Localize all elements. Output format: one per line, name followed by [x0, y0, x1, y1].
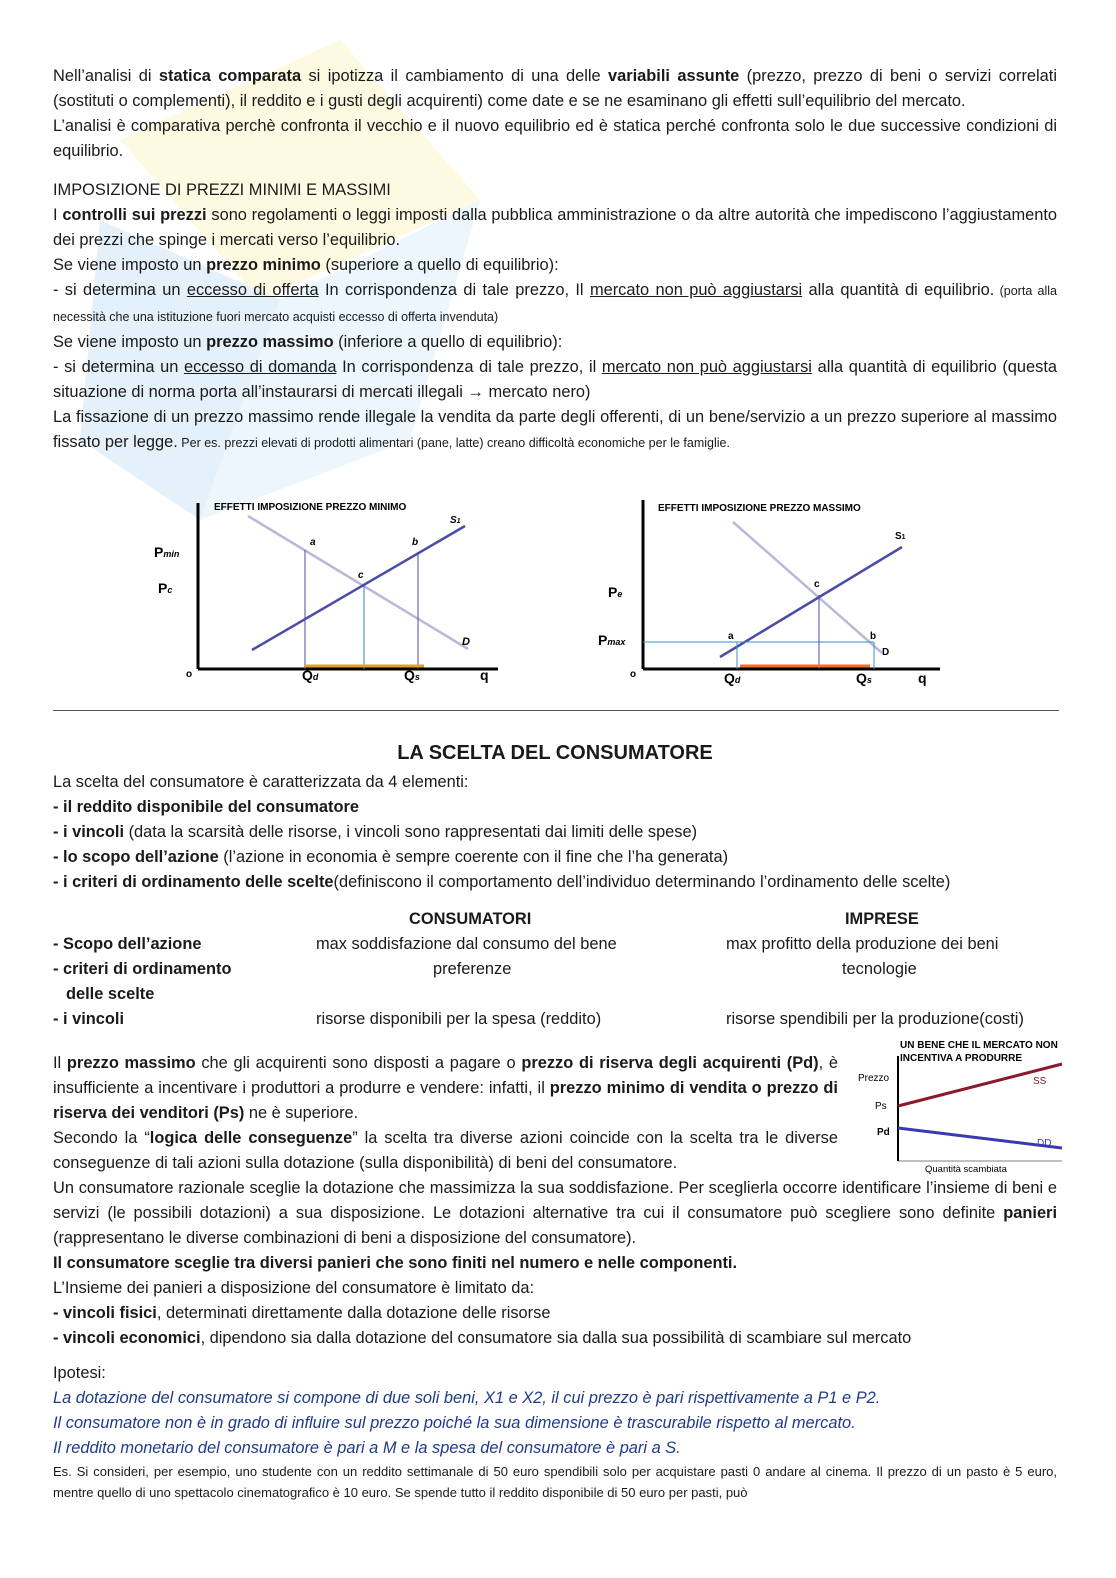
- table-cell: max soddisfazione dal consumo del bene: [316, 935, 617, 953]
- ipotesi-item: Il consumatore non è in grado di influire sul prezzo poiché la sua dimensione è trascurabile rispetto al mercato.: [53, 1414, 856, 1432]
- svg-text:q: q: [480, 667, 489, 683]
- paragraph-panieri-finiti: Il consumatore sceglie tra diversi panieri che sono finiti nel numero e nelle componenti.: [53, 1254, 738, 1272]
- chart-bene-non-incentivato: [850, 1036, 1065, 1176]
- svg-text:SS: SS: [1033, 1076, 1047, 1087]
- paragraph-eccesso-offerta: - si determina un eccesso di offerta In corrispondenza di tale prezzo, Il mercato non può aggiustarsi alla quantità di equilibrio. (porta alla necessità che una istituzione fuori mercato acquisti eccesso di offerta invenduta): [53, 281, 1057, 324]
- table-row-label: - i vincoli: [53, 1010, 125, 1028]
- table-cell: tecnologie: [842, 960, 917, 978]
- table-row-label: - criteri di ordinamento: [53, 960, 232, 978]
- vincolo-item: - vincoli economici, dipendono sia dalla dotazione del consumatore sia dalla sua possibilità di scambiare sul mercato: [53, 1329, 912, 1347]
- svg-text:a: a: [310, 537, 316, 548]
- intro-text: La scelta del consumatore è caratterizzata da 4 elementi:: [53, 773, 469, 791]
- table-cell: risorse disponibili per la spesa (reddito): [316, 1010, 602, 1028]
- chart-prezzo-minimo: [140, 495, 500, 690]
- section-title: LA SCELTA DEL CONSUMATORE: [397, 742, 713, 764]
- svg-text:b: b: [870, 631, 877, 642]
- paragraph-eccesso-domanda: - si determina un eccesso di domanda In corrispondenza di tale prezzo, il mercato non può aggiustarsi alla quantità di equilibrio (questa situazione di norma porta all’instaurarsi di mercati illegali → mercato nero): [53, 358, 1057, 401]
- paragraph-prezzo-minimo: Se viene imposto un prezzo minimo (superiore a quello di equilibrio):: [53, 256, 559, 274]
- svg-text:b: b: [412, 537, 419, 548]
- paragraph-prezzo-riserva: Il prezzo massimo che gli acquirenti sono disposti a pagare o prezzo di riserva degli acquirenti (Pd), è insufficiente a incentivare i produttori a produrre e vendere: infatti, il prezzo minimo di vendita o prezzo di riserva dei venditori (Ps) ne è superiore.: [53, 1054, 838, 1122]
- element-item: - il reddito disponibile del consumatore: [53, 798, 359, 816]
- table-cell: max profitto della produzione dei beni: [726, 935, 999, 953]
- ipotesi-item: La dotazione del consumatore si compone di due soli beni, X1 e X2, il cui prezzo è pari rispettivamente a P1 e P2.: [53, 1389, 881, 1407]
- svg-text:S1: S1: [895, 531, 906, 542]
- heading-prezzi-minimi-massimi: IMPOSIZIONE DI PREZZI MINIMI E MASSIMI: [53, 181, 391, 199]
- svg-text:S1: S1: [450, 515, 461, 526]
- svg-text:Pmin: Pmin: [154, 544, 180, 560]
- paragraph-insieme-panieri: L’Insieme dei panieri a disposizione del consumatore è limitato da:: [53, 1279, 535, 1297]
- table-row-label: - Scopo dell’azione: [53, 935, 202, 953]
- table-row-label-cont: delle scelte: [66, 985, 155, 1003]
- svg-text:DD: DD: [1037, 1138, 1052, 1149]
- svg-text:Qd: Qd: [302, 667, 319, 683]
- demand-curve: [248, 516, 468, 649]
- svg-text:a: a: [728, 631, 734, 642]
- svg-text:Pd: Pd: [877, 1127, 890, 1138]
- svg-text:c: c: [814, 579, 820, 590]
- paragraph-comparativa: L’analisi è comparativa perchè confronta il vecchio e il nuovo equilibrio ed è statica perché confronta solo le due successive condizioni di equilibrio.: [53, 117, 1057, 160]
- paragraph-statica: Nell’analisi di statica comparata si ipotizza il cambiamento di una delle variabili assunte (prezzo, prezzo di beni o servizi correlati (sostituti o complementi), il reddito e i gusti degli acquirenti) come date e se ne esaminano gli effetti sull’equilibrio del mercato.: [53, 67, 1057, 110]
- svg-text:o: o: [186, 669, 193, 680]
- paragraph-fissazione: La fissazione di un prezzo massimo rende illegale la vendita da parte degli offerenti, di un bene/servizio a un prezzo superiore al massimo fissato per legge. Per es. prezzi elevati di prodotti alimentari (pane, latte) creano difficoltà economiche per le famiglie.: [53, 408, 1057, 451]
- svg-text:o: o: [630, 669, 637, 680]
- chart-prezzo-massimo: [590, 495, 950, 690]
- element-item: - i criteri di ordinamento delle scelte(definiscono il comportamento dell’individuo determinando l’ordinamento delle scelte): [53, 873, 951, 891]
- chart-title: EFFETTI IMPOSIZIONE PREZZO MASSIMO: [658, 503, 861, 514]
- svg-text:INCENTIVA A PRODURRE: INCENTIVA A PRODURRE: [900, 1053, 1023, 1064]
- svg-text:Pe: Pe: [608, 584, 623, 600]
- svg-text:Pmax: Pmax: [598, 632, 626, 648]
- element-item: - i vincoli (data la scarsità delle risorse, i vincoli sono rappresentati dai limiti delle spese): [53, 823, 698, 841]
- svg-text:UN BENE CHE IL MERCATO NON: UN BENE CHE IL MERCATO NON: [900, 1040, 1058, 1051]
- paragraph-esempio: Es. Si consideri, per esempio, uno studente con un reddito settimanale di 50 euro spendibili solo per acquistare pasti 0 andare al cinema. Il prezzo di un pasto è 5 euro, mentre quello di uno spettacolo cinematografico è 10 euro. Se spende tutto il reddito disponibile di 50 euro per pasti, può: [53, 1464, 1057, 1500]
- svg-text:Ps: Ps: [875, 1101, 887, 1112]
- svg-text:Prezzo: Prezzo: [858, 1073, 890, 1084]
- section-divider: [53, 710, 1059, 711]
- paragraph-consumatore-razionale: Un consumatore razionale sceglie la dotazione che massimizza la sua soddisfazione. Per sceglierla occorre identificare l’insieme di beni e servizi (le possibili dotazioni) a sua disposizione. Le dotazioni alternative tra cui il consumatore può scegliere sono definite panieri (rappresentano le diverse combinazioni di beni a disposizione del consumatore).: [53, 1179, 1057, 1247]
- table-header-consumatori: CONSUMATORI: [409, 910, 532, 928]
- section-statica-comparata: [53, 64, 1057, 456]
- svg-text:Qd: Qd: [724, 670, 741, 686]
- svg-text:Qs: Qs: [856, 670, 872, 686]
- ipotesi-item: Il reddito monetario del consumatore è pari a M e la spesa del consumatore è pari a S.: [53, 1439, 681, 1457]
- comparison-table: [53, 907, 1057, 1033]
- vincolo-item: - vincoli fisici, determinati direttamente dalla dotazione delle risorse: [53, 1304, 551, 1322]
- demand-curve: [733, 522, 882, 653]
- svg-text:Quantità scambiata: Quantità scambiata: [925, 1164, 1007, 1175]
- paragraph-prezzo-massimo: Se viene imposto un prezzo massimo (inferiore a quello di equilibrio):: [53, 333, 563, 351]
- svg-text:q: q: [918, 670, 927, 686]
- paragraph-logica-conseguenze: Secondo la “logica delle conseguenze” la scelta tra diverse azioni coincide con la scelta tra le diverse conseguenze di tali azioni sulla dotazione (sulla disponibilità) di beni del consumatore.: [53, 1129, 838, 1172]
- supply-curve: [252, 526, 465, 650]
- table-header-imprese: IMPRESE: [845, 910, 919, 928]
- ipotesi-label: Ipotesi:: [53, 1364, 106, 1382]
- svg-text:Pc: Pc: [158, 580, 173, 596]
- svg-text:c: c: [358, 570, 364, 581]
- table-cell: risorse spendibili per la produzione(costi): [726, 1010, 1024, 1028]
- paragraph-controlli: I controlli sui prezzi sono regolamenti o leggi imposti dalla pubblica amministrazione o da altre autorità che impediscono l’aggiustamento dei prezzi che spinge i mercati verso l’equilibrio.: [53, 206, 1058, 249]
- chart-title: EFFETTI IMPOSIZIONE PREZZO MINIMO: [214, 502, 407, 513]
- svg-text:D: D: [462, 636, 470, 648]
- element-item: - lo scopo dell’azione (l’azione in economia è sempre coerente con il fine che l’ha generata): [53, 848, 729, 866]
- svg-text:D: D: [882, 647, 890, 658]
- table-cell: preferenze: [433, 960, 512, 978]
- svg-text:Qs: Qs: [404, 667, 420, 683]
